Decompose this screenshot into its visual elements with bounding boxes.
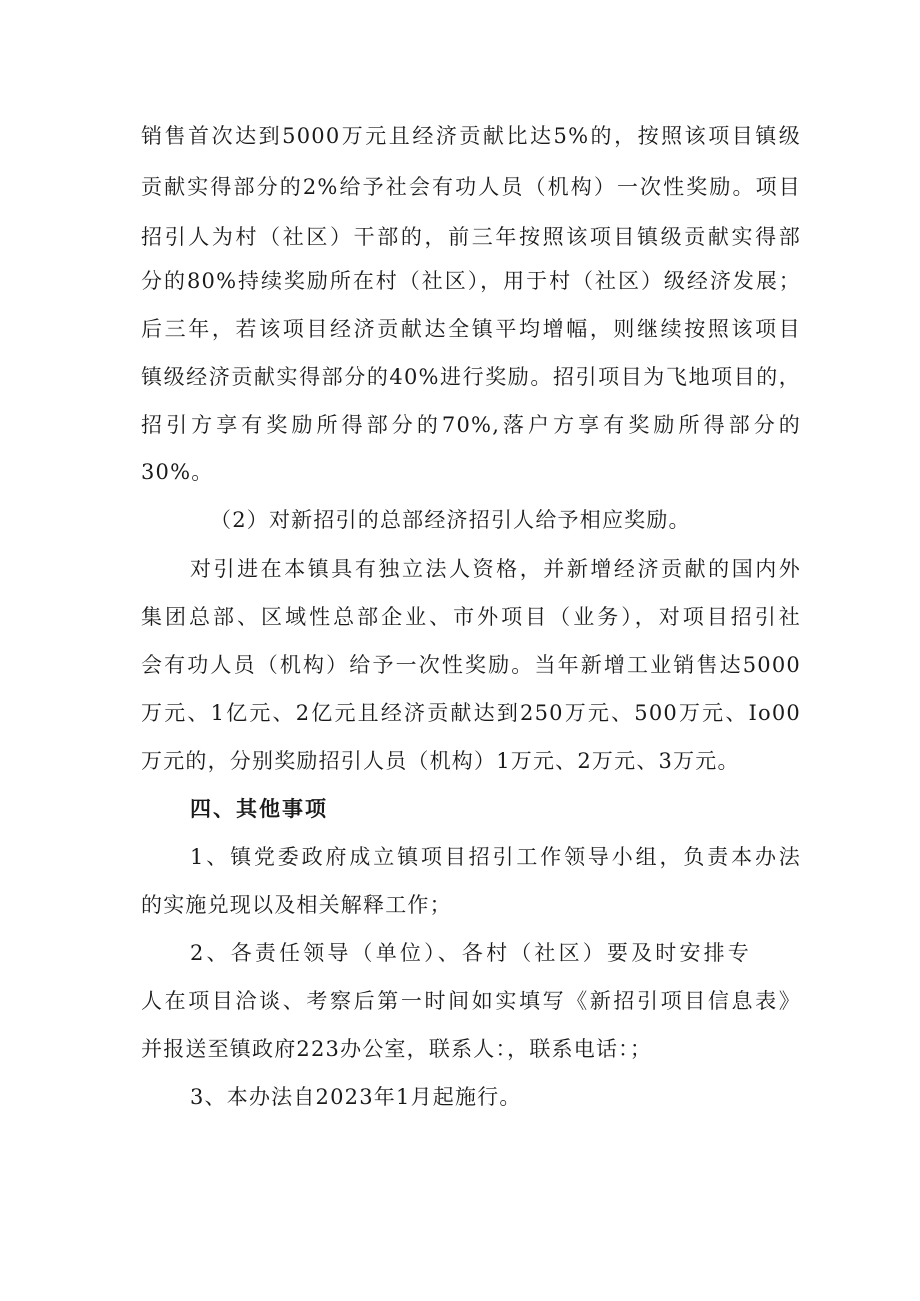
paragraph-line: 分的80%持续奖励所在村（社区），用于村（社区）级经济发展； — [141, 269, 801, 293]
paragraph-line: 会有功人员（机构）给予一次性奖励。当年新增工业销售达5000 — [141, 653, 801, 677]
paragraph-line: 招引人为村（社区）干部的，前三年按照该项目镇级贡献实得部 — [141, 225, 801, 249]
paragraph-line: 30%。 — [141, 460, 214, 484]
paragraph-line: 3、本办法自2023年1月起施行。 — [190, 1085, 522, 1109]
paragraph-line: 万元的，分别奖励招引人员（机构）1万元、2万元、3万元。 — [141, 749, 740, 773]
paragraph-line: 销售首次达到5000万元且经济贡献比达5%的，按照该项目镇级 — [141, 124, 801, 148]
paragraph-line: 人在项目洽谈、考察后第一时间如实填写《新招引项目信息表》 — [141, 989, 801, 1013]
paragraph-line: 镇级经济贡献实得部分的40%进行奖励。招引项目为飞地项目的， — [141, 365, 801, 389]
paragraph-line: 1、镇党委政府成立镇项目招引工作领导小组，负责本办法 — [190, 845, 801, 869]
paragraph-line: 的实施兑现以及相关解释工作； — [141, 893, 452, 917]
section-heading: 四、其他事项 — [190, 797, 328, 821]
subsection-title: （2）对新招引的总部经济招引人给予相应奖励。 — [210, 508, 691, 532]
paragraph-line: 后三年，若该项目经济贡献达全镇平均增幅，则继续按照该项目 — [141, 317, 801, 341]
paragraph-line: 并报送至镇政府223办公室，联系人：，联系电话：； — [141, 1037, 653, 1061]
paragraph-line: 集团总部、区域性总部企业、市外项目（业务），对项目招引社 — [141, 605, 801, 629]
paragraph-line: 贡献实得部分的2%给予社会有功人员（机构）一次性奖励。项目 — [141, 175, 801, 199]
paragraph-line: 2、各责任领导（单位）、各村（社区）要及时安排专 — [190, 941, 750, 965]
paragraph-line: 对引进在本镇具有独立法人资格，并新增经济贡献的国内外 — [190, 557, 801, 581]
paragraph-line: 招引方享有奖励所得部分的70%,落户方享有奖励所得部分的 — [141, 413, 801, 437]
paragraph-line: 万元、1亿元、2亿元且经济贡献达到250万元、500万元、Io00 — [141, 701, 801, 725]
